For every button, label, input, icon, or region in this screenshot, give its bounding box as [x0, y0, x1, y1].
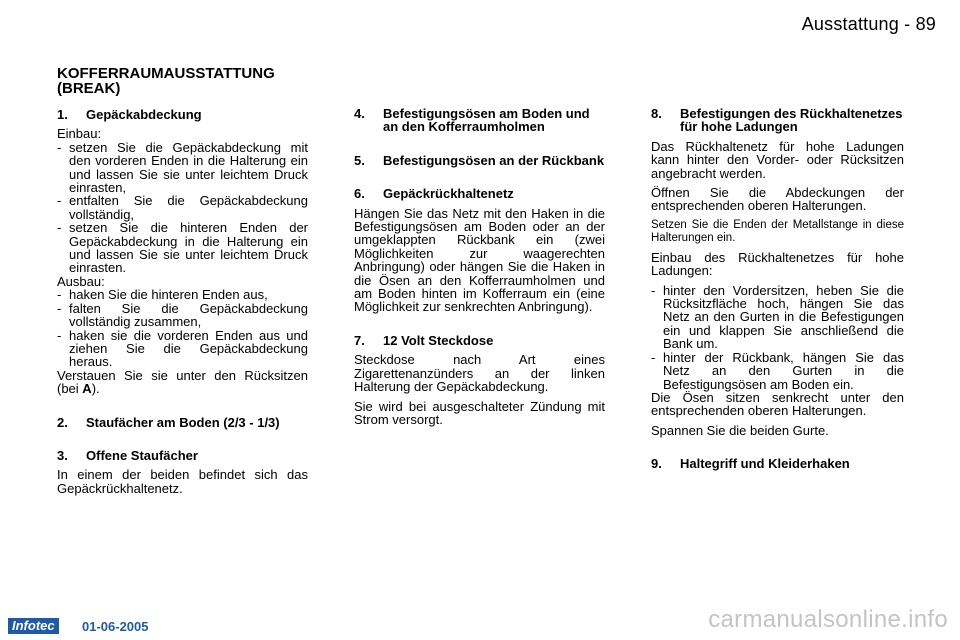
heading-number: 2.: [57, 414, 68, 430]
heading-7: [354, 334, 605, 347]
column-3: [651, 107, 904, 471]
paragraph: Einbau des Rückhaltenetzes für hohe Ladungen:: [651, 249, 904, 279]
heading-text: Haltegriff und Kleiderhaken: [680, 456, 850, 472]
heading-number: 9.: [651, 456, 662, 472]
section-title-line1: KOFFERRAUMAUSSTATTUNG: [57, 65, 275, 82]
list-item: - hinter der Rückbank, hängen Sie das Netz an den Gurten in die Befestigungsösen am Boden ein.: [651, 349, 904, 392]
paragraph: Öffnen Sie die Abdeckungen der entsprechenden oberen Halterungen.: [651, 185, 904, 214]
heading-text: Offene Staufächer: [86, 447, 198, 463]
heading-number: 1.: [57, 107, 68, 122]
list-item: - hinter den Vordersitzen, heben Sie die Rücksitzfläche hoch, hängen Sie das Netz an den Gurten in die Befestigungen ein und klappen Sie anschließend die Bank um.: [651, 282, 904, 352]
heading-5: [354, 154, 605, 167]
paragraph: Steckdose nach Art eines Zigarettenanzünders an der linken Halterung der Gepäckabdeckung.: [354, 352, 605, 395]
paragraph: Hängen Sie das Netz mit den Haken in die Befestigungsösen am Boden oder an der umgeklappten Rückbank ein (zwei Möglichkeiten zur waagerechten Anbringung) oder hängen Sie die Haken in die Ösen an den Kofferraumholmen und am Boden hinten im Kofferraum ein (eine Möglichkeit zur senkrechten Anbringung).: [354, 205, 605, 315]
heading-text: Befestigungsösen an der Rückbank: [383, 152, 605, 168]
heading-number: 3.: [57, 447, 68, 463]
heading-3: [57, 449, 308, 462]
heading-number: 8.: [651, 106, 662, 121]
watermark: carmanualsonline.info: [708, 606, 948, 633]
ausbau-label: Ausbau:: [57, 273, 105, 289]
paragraph: Die Ösen sitzen senkrecht unter den entsprechenden oberen Halterungen.: [651, 389, 904, 419]
heading-number: 5.: [354, 152, 365, 168]
heading-text: Befestigungsösen am Boden und an den Kofferraumholmen: [383, 106, 590, 135]
section-title-line2: (BREAK): [57, 80, 121, 97]
paragraph: Das Rückhaltenetz für hohe Ladungen kann hinter den Vorder- oder Rücksitzen angebracht werden.: [651, 138, 904, 181]
page-header: Ausstattung - 89: [801, 14, 936, 34]
list-item: - haken sie die vorderen Enden aus und ziehen Sie die Gepäckabdeckung heraus.: [57, 327, 308, 370]
heading-4: [354, 107, 605, 134]
einbau-label: Einbau:: [57, 126, 102, 142]
heading-text: Gepäckrückhaltenetz: [383, 186, 514, 202]
heading-text: Befestigungen des Rückhaltenetzes für hohe Ladungen: [680, 106, 903, 135]
paragraph: Sie wird bei ausgeschalteter Zündung mit Strom versorgt.: [354, 398, 605, 427]
verstauen-text: Verstauen Sie sie unter den Rücksitzen (bei A).: [57, 367, 308, 397]
heading-1: [57, 108, 308, 121]
heading-9: [651, 457, 904, 470]
section-title: [57, 66, 327, 96]
paragraph: Setzen Sie die Enden der Metallstange in diese Halterungen ein.: [651, 218, 904, 244]
heading-2: [57, 416, 308, 429]
list-item: - setzen Sie die hinteren Enden der Gepäckabdeckung in die Halterung ein und lassen Sie sie unter leichtem Druck einrasten.: [57, 220, 308, 276]
column-2: [354, 107, 605, 426]
list-item: - falten Sie die Gepäckabdeckung vollständig zusammen,: [57, 300, 308, 330]
paragraph: In einem der beiden befindet sich das Gepäckrückhaltenetz.: [57, 467, 308, 496]
heading-text: Staufächer am Boden (2/3 - 1/3): [86, 414, 280, 430]
heading-number: 4.: [354, 106, 365, 121]
list-item: - setzen Sie die Gepäckabdeckung mit den vorderen Enden in die Halterung ein und lassen Sie sie unter leichtem Druck einrasten,: [57, 139, 308, 196]
infotec-logo: Infotec: [8, 618, 59, 634]
heading-number: 7.: [354, 332, 365, 348]
heading-6: [354, 187, 605, 200]
heading-text: Gepäckabdeckung: [86, 107, 202, 122]
column-1: [57, 108, 308, 495]
footer-date: 01-06-2005: [82, 619, 149, 634]
heading-8: [651, 107, 904, 134]
heading-text: 12 Volt Steckdose: [383, 332, 494, 348]
heading-number: 6.: [354, 186, 365, 202]
paragraph: Spannen Sie die beiden Gurte.: [651, 422, 829, 438]
list-item: - entfalten Sie die Gepäckabdeckung vollständig,: [57, 193, 308, 222]
list-item: - haken Sie die hinteren Enden aus,: [57, 287, 268, 303]
